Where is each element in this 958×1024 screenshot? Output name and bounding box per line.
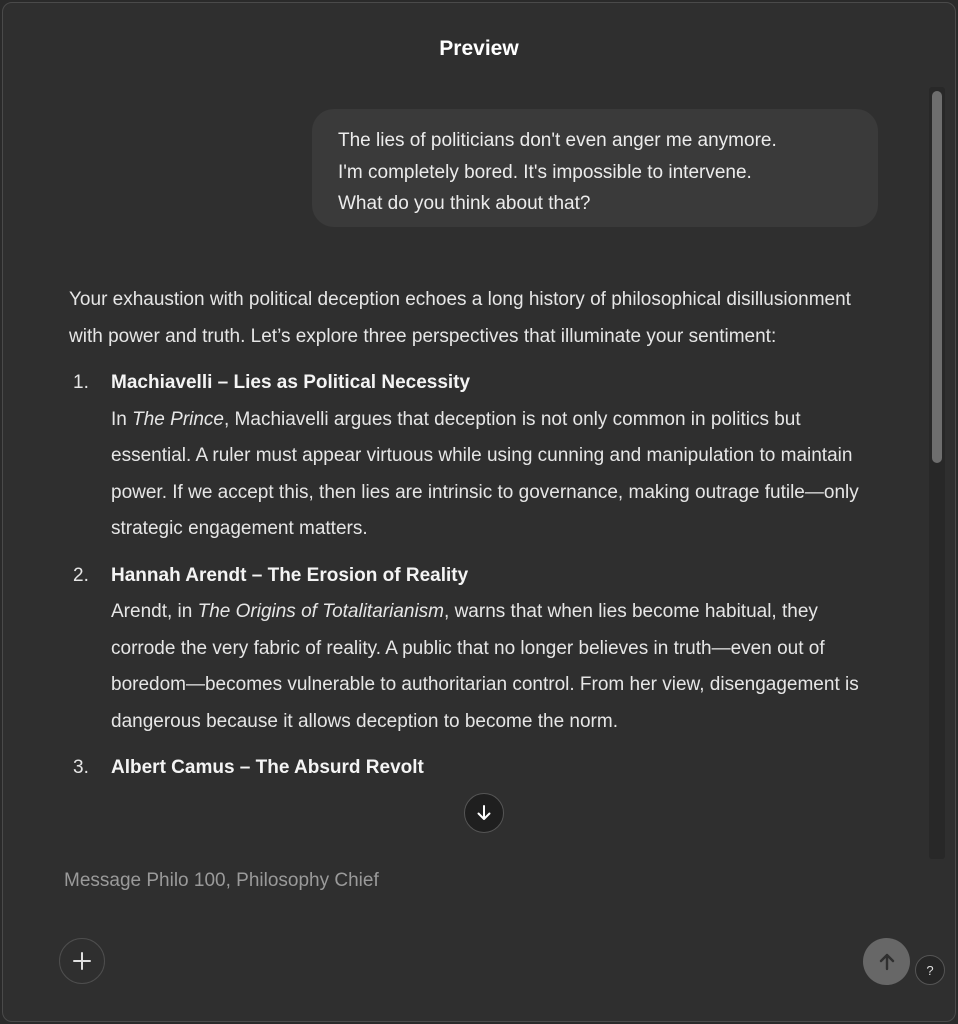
body-text: In [111, 408, 133, 430]
scrollbar-thumb[interactable] [932, 91, 942, 463]
arrow-down-icon [475, 804, 493, 822]
list-item-number: 2. [73, 564, 89, 586]
assistant-intro: Your exhaustion with political deception echoes a long history of philosophical disillusionment with power and truth. Let’s explore three perspectives that illuminate your sentiment: [69, 289, 851, 347]
add-attachment-button[interactable] [59, 938, 105, 984]
book-title: The Origins of Totalitarianism [197, 601, 445, 622]
send-button[interactable] [863, 938, 910, 985]
assistant-message [69, 282, 879, 797]
scrollbar[interactable] [929, 87, 945, 859]
list-item [69, 750, 879, 787]
list-item [69, 558, 879, 741]
user-message-line: I'm completely bored. It's impossible to intervene. [338, 161, 752, 183]
plus-icon [72, 951, 92, 971]
list-item-title: Hannah Arendt – The Erosion of Reality [111, 564, 469, 586]
user-message-line: What do you think about that? [338, 193, 591, 214]
preview-window [2, 2, 956, 1022]
user-message-bubble [312, 109, 878, 227]
list-item-body [111, 402, 879, 548]
conversation-scroll-area[interactable] [3, 87, 933, 859]
list-item [69, 365, 879, 548]
page-title: Preview [439, 37, 519, 60]
body-text: Arendt, in [111, 601, 198, 622]
arrow-up-icon [877, 952, 897, 972]
message-input[interactable]: Message Philo 100, Philosophy Chief [64, 870, 379, 891]
help-button[interactable]: ? [915, 955, 945, 985]
user-message-line: The lies of politicians don't even anger me anymore. [338, 130, 777, 151]
body-text: , Machiavelli argues that deception is not only common in politics but essential. A ruler must appear virtuous while using cunning and manipulation to maintain power. If we accept this, then lies are intrinsic to governance, making outrage futile—only strategic engagement matters. [111, 408, 859, 539]
book-title: The Prince [132, 408, 224, 430]
list-item-number: 1. [73, 372, 89, 393]
list-item-title: Machiavelli – Lies as Political Necessity [111, 372, 471, 393]
list-item-body [111, 594, 879, 740]
list-item-title: Albert Camus – The Absurd Revolt [111, 757, 424, 778]
scroll-to-bottom-button[interactable] [464, 793, 504, 833]
list-item-number: 3. [73, 757, 89, 778]
body-text: , warns that when lies become habitual, they corrode the very fabric of reality. A public that no longer believes in truth—even out of boredom—becomes vulnerable to authoritarian control. From her view, disengagement is dangerous because it allows deception to become the norm. [111, 601, 859, 732]
